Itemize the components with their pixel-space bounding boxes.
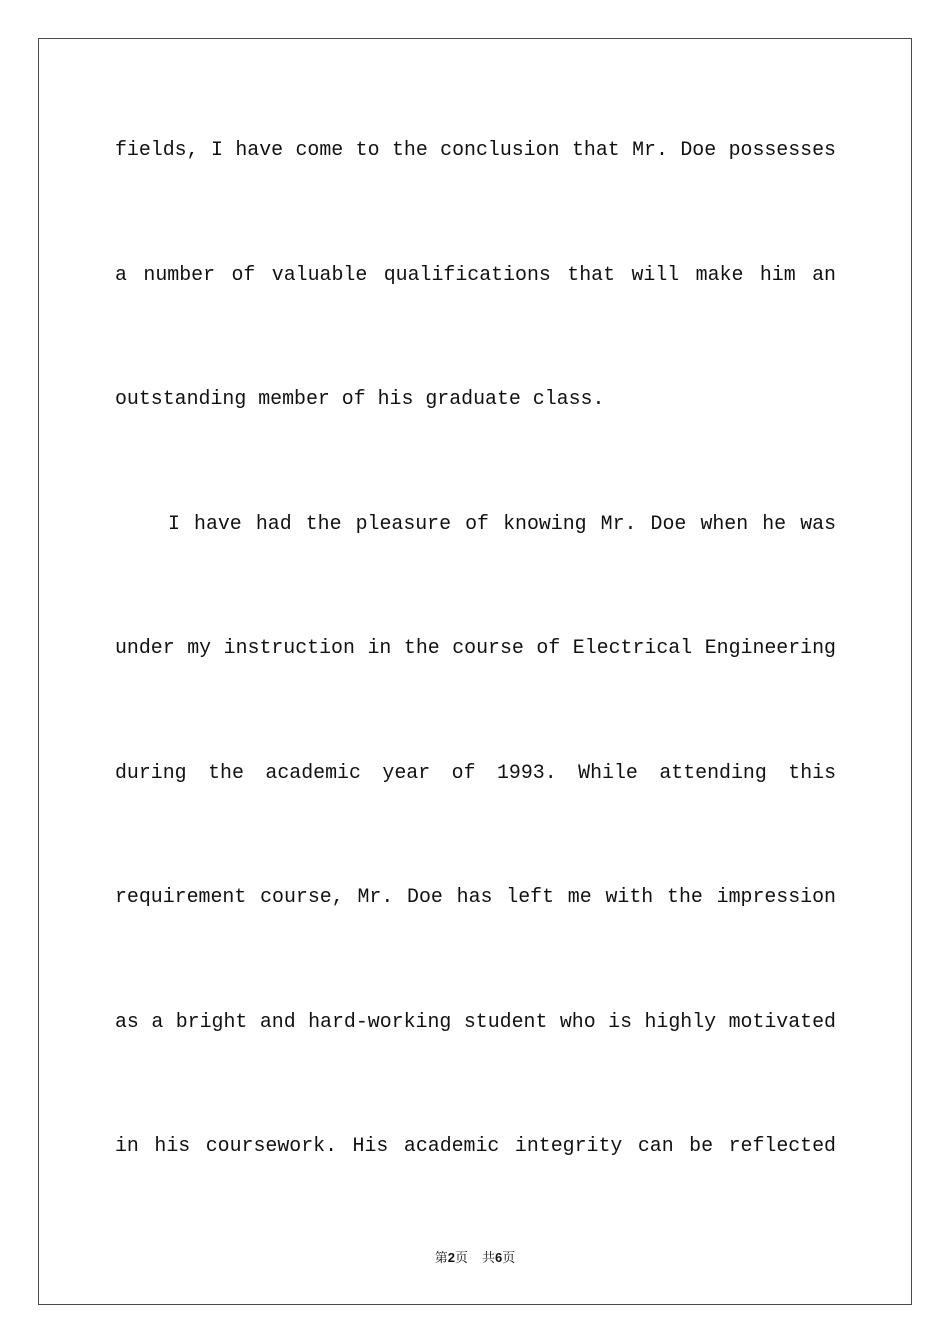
body-text-line: a number of valuable qualifications that will make him an: [115, 262, 836, 286]
total-pages-label: [482, 1250, 515, 1265]
body-text-line: outstanding member of his graduate class.: [115, 387, 605, 410]
body-text-line: as a bright and hard-working student who is highly motivated: [115, 1009, 836, 1033]
body-text-line: under my instruction in the course of Electrical Engineering: [115, 636, 836, 659]
total-pages: 6: [495, 1250, 503, 1265]
total-prefix: 共: [482, 1250, 496, 1265]
page-footer: [0, 1247, 950, 1266]
body-text-line: I have had the pleasure of knowing Mr. Doe when he was: [168, 511, 836, 535]
page-prefix: 第: [434, 1250, 448, 1265]
page-number: 2: [447, 1250, 455, 1265]
body-text-line: requirement course, Mr. Doe has left me with the impression: [115, 885, 836, 908]
body-text-line: during the academic year of 1993. While attending this: [115, 760, 836, 784]
body-text-line: in his coursework. His academic integrity can be reflected: [115, 1134, 836, 1157]
body-text-line: fields, I have come to the conclusion that Mr. Doe possesses: [115, 138, 836, 161]
total-suffix: 页: [502, 1250, 516, 1265]
page-suffix: 页: [454, 1250, 468, 1265]
page-number-label: [435, 1250, 468, 1265]
document-body: [115, 88, 836, 1209]
